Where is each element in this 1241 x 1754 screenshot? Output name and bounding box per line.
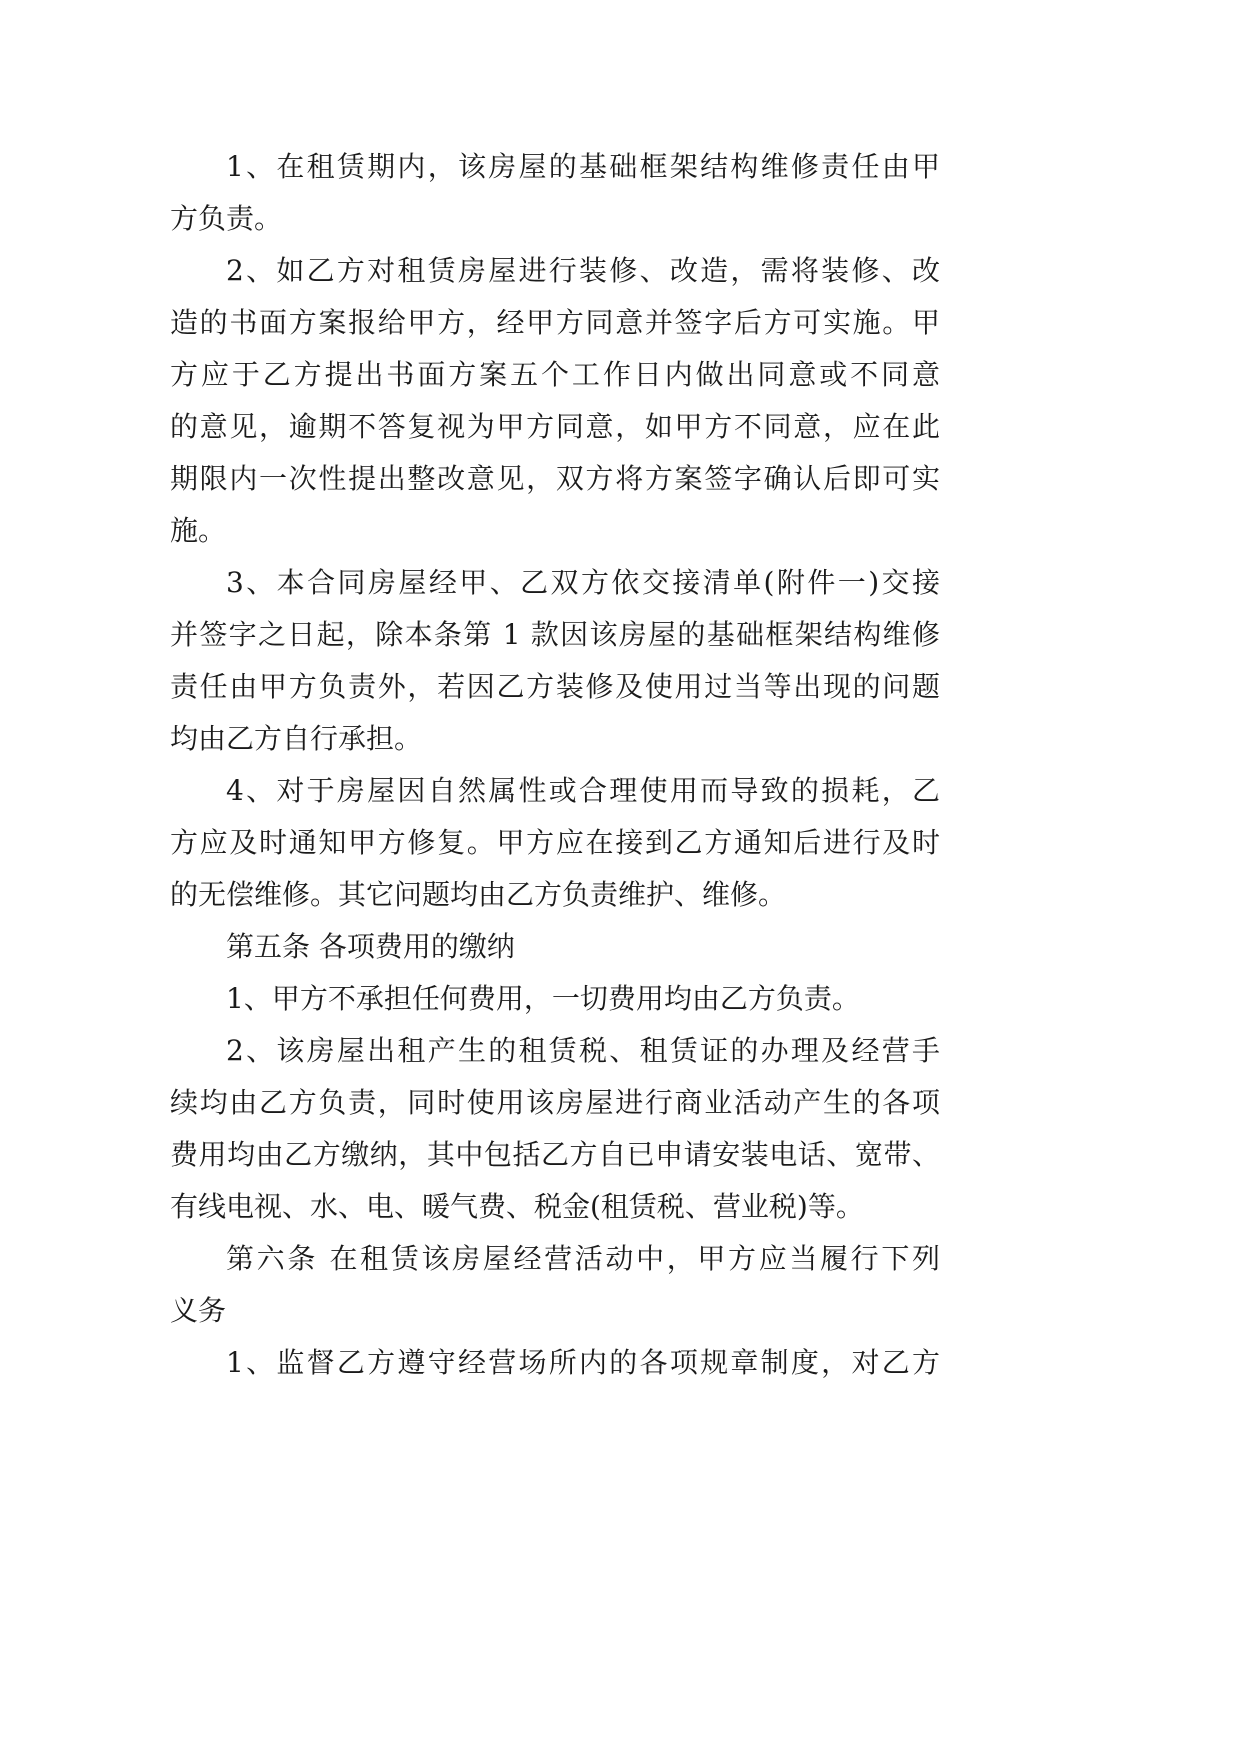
text-line: 1、监督乙方遵守经营场所内的各项规章制度，对乙方	[226, 1346, 940, 1379]
text-line: 并签字之日起，除本条第 1 款因该房屋的基础框架结构维修	[170, 618, 940, 651]
text-line: 2、如乙方对租赁房屋进行装修、改造，需将装修、改	[226, 254, 940, 287]
section-heading: 第五条 各项费用的缴纳	[226, 930, 515, 963]
text-line: 1、甲方不承担任何费用，一切费用均由乙方负责。	[226, 982, 860, 1015]
text-line: 施。	[170, 514, 227, 547]
text-line: 1、在租赁期内，该房屋的基础框架结构维修责任由甲	[226, 150, 940, 183]
text-line: 费用均由乙方缴纳，其中包括乙方自已申请安装电话、宽带、	[170, 1138, 940, 1171]
text-line: 责任由甲方负责外，若因乙方装修及使用过当等出现的问题	[170, 670, 940, 703]
text-line: 方负责。	[170, 202, 283, 235]
text-line: 方应及时通知甲方修复。甲方应在接到乙方通知后进行及时	[170, 826, 940, 859]
text-line: 4、对于房屋因自然属性或合理使用而导致的损耗，乙	[226, 774, 940, 807]
text-line: 方应于乙方提出书面方案五个工作日内做出同意或不同意	[170, 358, 940, 391]
text-line: 2、该房屋出租产生的租赁税、租赁证的办理及经营手	[226, 1034, 940, 1067]
text-line: 的无偿维修。其它问题均由乙方负责维护、维修。	[170, 878, 787, 911]
text-line: 有线电视、水、电、暖气费、税金(租赁税、营业税)等。	[170, 1190, 864, 1223]
section-heading: 第六条 在租赁该房屋经营活动中，甲方应当履行下列	[226, 1242, 940, 1275]
text-line: 期限内一次性提出整改意见，双方将方案签字确认后即可实	[170, 462, 940, 495]
text-line: 续均由乙方负责，同时使用该房屋进行商业活动产生的各项	[170, 1086, 940, 1119]
text-line: 的意见，逾期不答复视为甲方同意，如甲方不同意，应在此	[170, 410, 940, 443]
text-line: 造的书面方案报给甲方，经甲方同意并签字后方可实施。甲	[170, 306, 940, 339]
text-line: 3、本合同房屋经甲、乙双方依交接清单(附件一)交接	[226, 566, 940, 599]
text-line: 均由乙方自行承担。	[170, 722, 423, 755]
text-line: 义务	[170, 1294, 227, 1327]
